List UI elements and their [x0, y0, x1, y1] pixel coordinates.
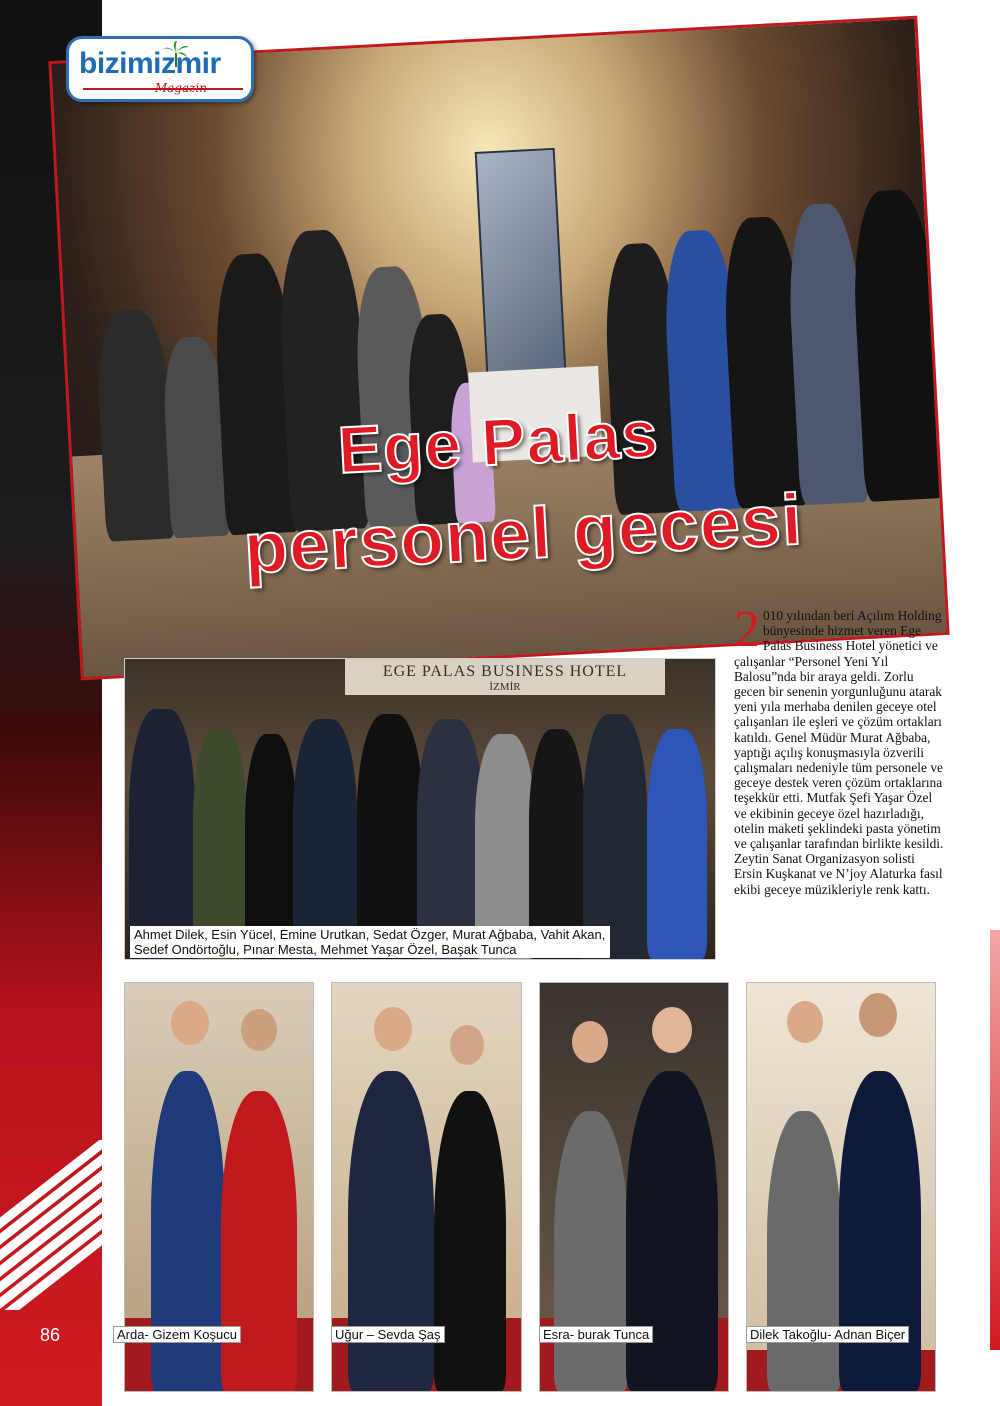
logo-sub-text: Magazin: [154, 81, 207, 95]
main-event-photo: [48, 16, 949, 681]
hotel-sign: [345, 659, 665, 695]
couple-caption-4: Dilek Takoğlu- Adnan Biçer: [746, 1326, 909, 1343]
group-caption-line-1: Ahmet Dilek, Esin Yücel, Emine Urutkan, Sedat Özger, Murat Ağbaba, Vahit Akan,: [134, 927, 606, 942]
couple-caption-3: Esra- burak Tunca: [539, 1326, 653, 1343]
hotel-sign-sub: İZMİR: [489, 681, 521, 693]
hotel-sign-text: EGE PALAS BUSINESS HOTEL: [382, 663, 628, 680]
couple-caption-1: Arda- Gizem Koşucu: [113, 1326, 241, 1343]
side-stripes: [0, 1140, 130, 1310]
article-text: [734, 601, 944, 897]
group-photo: [124, 658, 716, 960]
headline-line-1: Ege Palas: [336, 396, 661, 487]
magazine-logo: [66, 36, 254, 102]
page-number: 86: [40, 1325, 61, 1345]
article-body: 010 yılından beri Açılım Holding bünyesinde hizmet veren Ege Palas Business Hotel yönetici ve çalışanlar “Personel Yeni Yıl Balosu”nda bir araya geldi. Zorlu gecen bir senenin yorgunluğunu atarak yeni yıla merhaba denilen geceye otel çalışanları ile eşleri ve çözüm ortakları katıldı. Genel Müdür Murat Ağbaba, yaptığı açılış konuşmasıyla özverili çalışmaları nedeniyle tüm personele ve geceye destek veren çözüm ortaklarına teşekkür etti. Mutfak Şefi Yaşar Özel ve ekibinin geceye özel hazırladığı, otelin maketi şeklindeki pasta yönetim ve çalışanlar tarafından birlikte kesildi. Zeytin Sanat Organizasyon solisti Ersin Kuşkanat ve N’joy Alaturka fasıl ekibi geceye müzikleriyle renk kattı.: [734, 608, 944, 897]
logo-main-text: bizimizmir: [79, 47, 221, 80]
headline-line-2: personel gecesi: [241, 479, 805, 589]
palm-tree-icon: [163, 41, 189, 67]
group-photo-caption: [130, 926, 610, 958]
group-caption-line-2: Sedef Ondörtoğlu, Pınar Mesta, Mehmet Yaşar Özel, Başak Tunca: [134, 942, 517, 957]
couple-caption-2: Uğur – Sevda Şaş: [331, 1326, 445, 1343]
hotel-model-cake: [475, 148, 567, 382]
right-edge-decoration: [990, 930, 1000, 1350]
article-dropcap: 2: [734, 601, 760, 658]
